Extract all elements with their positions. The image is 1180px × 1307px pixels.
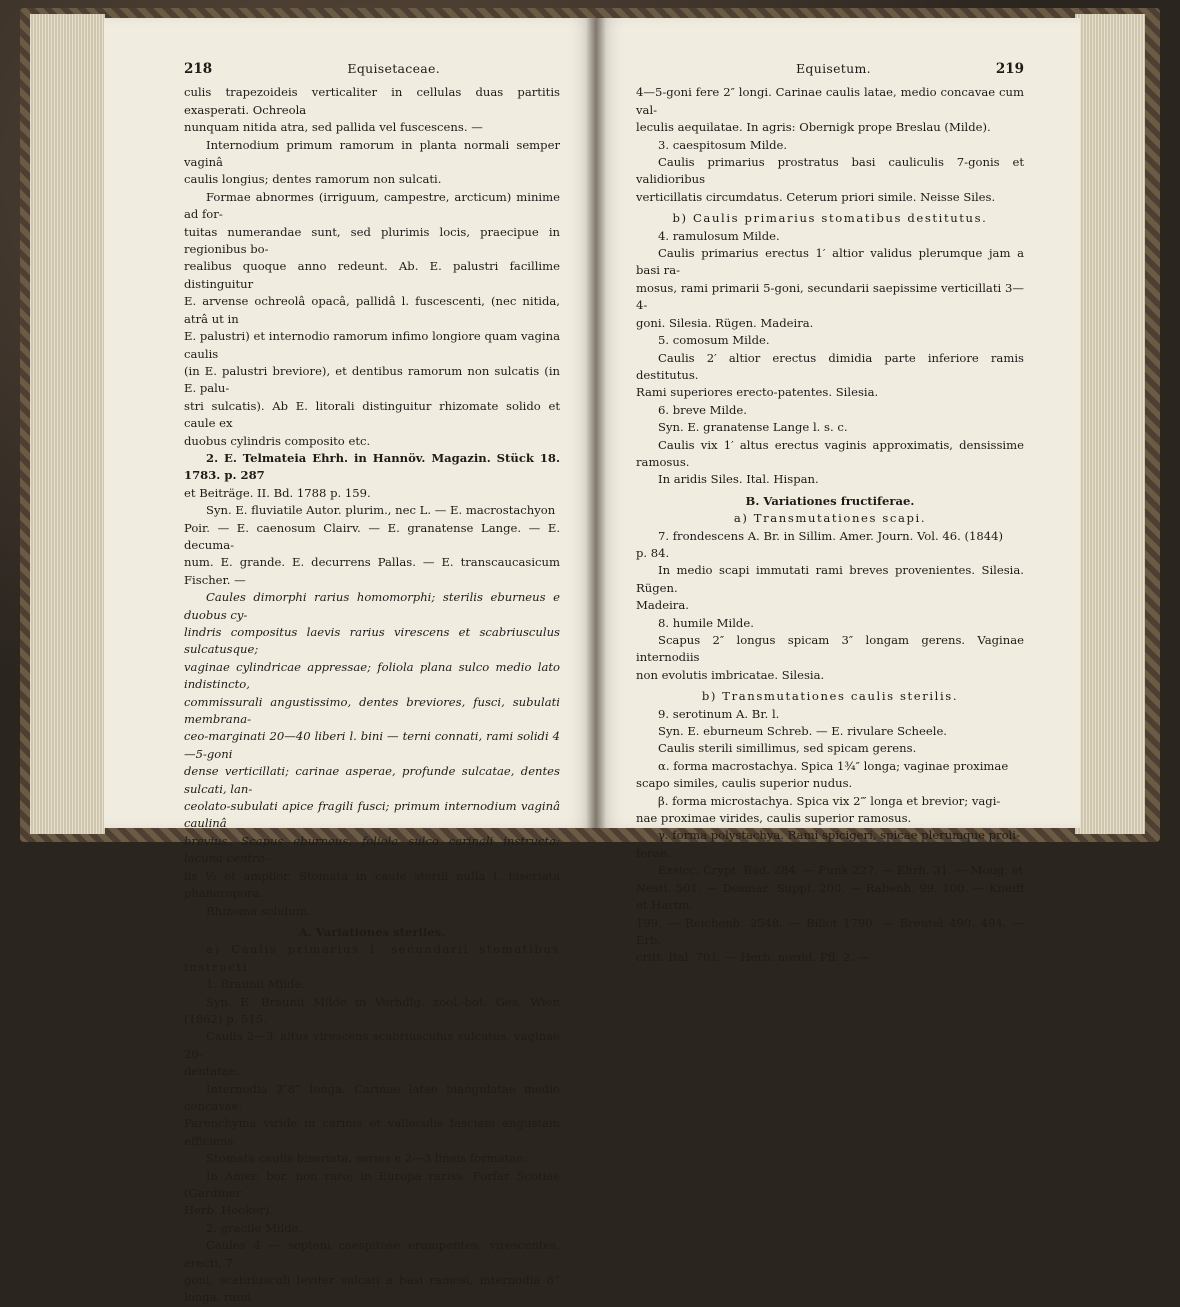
text-line: tuitas numerandae sunt, sed plurimis locis, praecipue in regionibus bo- [184,224,560,257]
subsection-heading: a) Caulis primarius l. secundarii stomatibus instructi. [184,942,560,974]
text-line: In aridis Siles. Ital. Hispan. [658,472,819,487]
text-line: mosus, rami primarii 5-goni, secundarii saepissime verticillati 3—4- [636,280,1024,313]
variety-heading: 3. caespitosum Milde. [658,137,788,152]
text-line: 4—5-goni fere 2″ longi. Carinae caulis latae, medio concavae cum val- [636,85,1024,117]
text-line: Caules dimorphi rarius homomorphi; sterilis eburneus e duobus cy- [184,590,560,622]
text-line: vaginae cylindricae appressae; foliola plana sulco medio lato indistincto, [184,659,560,692]
text-line: scapo similes, caulis superior nudus. [636,776,853,791]
text-line: realibus quoque anno redeunt. Ab. E. palustri facillime distinguitur [184,259,560,291]
synonymy-line: Syn. E. fluviatile Autor. plurim., nec L. — E. macrostachyon [206,503,556,518]
text-line: Caules 4 — septeni caespitose erumpentes, virescentes, erecti, 7- [184,1238,560,1270]
text-line: num. E. grande. E. decurrens Pallas. — E. transcaucasicum Fischer. — [184,555,560,587]
subsection-heading: b) Transmutationes caulis sterilis. [701,689,959,704]
form-line: γ. forma polystachya. Rami spicigeri, spicae plerumque proli- [658,828,1020,843]
left-page-header [184,60,560,78]
variety-heading: 8. humile Milde. [658,615,754,630]
running-head: Equisetaceae. [347,61,440,76]
text-line: leculis aequilatae. In agris: Obernigk prope Breslau (Milde). [636,120,991,135]
text-line: lindris compositus laevis rarius virescens et scabriusculus sulcatusque; [184,625,560,657]
text-line: brevius. Scapus eburneus, foliola sulco carinali instructa; lacuna centra- [184,833,560,866]
text-line: E. arvense ochreolâ opacâ, pallidâ l. fuscescenti, (nec nitida, atrâ ut in [184,294,560,326]
section-heading: B. Variationes fructiferae. [745,493,915,508]
page-edges-left [30,14,105,834]
variety-heading: 4. ramulosum Milde. [658,228,780,243]
text-line: dentatae. [184,1064,240,1079]
text-line: goni. Silesia. Rügen. Madeira. [636,315,814,330]
subsection-heading: a) Transmutationes scapi. [733,511,927,526]
text-line: p. 84. [636,545,670,560]
left-page [104,18,596,1305]
section-heading: A. Variationes steriles. [298,924,446,939]
text-line: Stomata caulis biseriata, series e 2—3 lineis formatae. [206,1151,527,1166]
text-line: Caulis 2—3′ altus virescens scabriusculus sulcatus, vaginae 20- [184,1029,560,1061]
synonymy-line: Syn. E. eburneum Schreb. — E. rivulare Scheele. [658,724,947,739]
text-line: Caulis 2′ altior erectus dimidia parte inferiore ramis destitutus. [636,350,1024,382]
text-line: (in E. palustri breviore), et dentibus ramorum non sulcatis (in E. palu- [184,363,560,396]
form-line: α. forma macrostachya. Spica 1¾″ longa; vaginae proximae [658,758,1009,773]
text-line: Nestl. 501. — Desmaz. Suppl. 200. — Rabenh. 99. 100. — Kneiff et Hartm. [636,880,1024,913]
synonymy-line: Syn. E. granatense Lange l. s. c. [658,420,848,435]
text-line: Poir. — E. caenosum Clairv. — E. granatense Lange. — E. decuma- [184,520,560,552]
variety-heading: 5. comosum Milde. [658,333,770,348]
text-line: ceo-marginati 20—40 liberi l. bini — terni connati, rami solidi 4—5-goni [184,729,560,761]
text-line: Madeira. [636,598,689,613]
text-line: ceolato-subulati apice fragili fusci; primum internodium vaginâ caulinâ [184,799,560,831]
text-line: non evolutis imbricatae. Silesia. [636,667,825,682]
variety-heading: 9. serotinum A. Br. l. [658,706,780,721]
text-line: caulis longius; dentes ramorum non sulcati. [184,172,442,187]
text-line: Internodia 2″8‴ longa. Carinae latae biangulatae medio concavae. [184,1081,560,1113]
text-line: Internodium primum ramorum in planta normali semper vaginâ [184,137,560,170]
text-line: culis trapezoideis verticaliter in cellulas duas partitis exasperati. Ochreola [184,85,560,117]
text-line: stri sulcatis). Ab E. litorali distinguitur rhizomate solido et caule ex [184,398,560,431]
text-line: Formae abnormes (irriguum, campestre, arcticum) minime ad for- [184,189,560,222]
variety-heading: 6. breve Milde. [658,402,747,417]
text-line: In Amer. bor. non raro; in Europa rariss. Forfar Scotiae (Gardiner [184,1168,560,1200]
exsiccatae-line: Exsicc. Crypt. Bad. 284. — Funk 227. — Ehrh. 31. — Moug. et [658,863,1024,878]
species-heading: 2. E. Telmateia Ehrh. in Hannöv. Magazin. Stück 18. 1783. p. 287 [184,450,560,483]
text-line: Rami superiores erecto-patentes. Silesia. [636,385,879,400]
text-line: Caulis sterili simillimus, sed spicam gerens. [658,741,917,756]
text-line: critt. Ital. 701. — Herb. nordd. Pfl. 2. — [636,950,870,965]
text-line: et Beiträge. II. Bd. 1788 p. 159. [184,485,371,500]
text-line: E. palustri) et internodio ramorum infimo longiore quam vagina caulis [184,329,560,361]
text-line: Herb. Hooker). [184,1203,274,1218]
variety-heading: 1. Braunii Milde. [206,977,306,992]
text-line: In medio scapi immutati rami breves provenientes. Silesia. Rügen. [636,563,1024,595]
text-line: 199. — Reichenb. 2548. — Billot 1790. — Breutel 490. 494. — Erb. [636,915,1024,947]
text-line: nunquam nitida atra, sed pallida vel fuscescens. — [184,120,483,135]
text-line: nae proximae virides, caulis superior ramosus. [636,811,912,826]
text-line: Caulis primarius erectus 1′ altior validus plerumque jam a basi ra- [636,246,1024,278]
synonymy-line: Syn. E. Braunii Milde in Verhdlg. zool.-bot. Ges. Wien (1862) p. 515. [184,994,560,1026]
text-line: ferae. [636,845,671,860]
form-line: β. forma microstachya. Spica vix 2‴ longa et brevior; vagi- [658,793,1001,808]
text-line: Scapus 2″ longus spicam 3″ longam gerens. Vaginae internodiis [636,633,1024,665]
book-gutter [586,18,606,828]
page-edges-right [1075,14,1145,834]
text-line: Rhizoma solidum. [206,903,311,918]
variety-heading: 7. frondescens A. Br. in Sillim. Amer. Journ. Vol. 46. (1844) [658,528,1003,543]
variety-heading: 2. gracile Milde. [206,1220,303,1235]
text-line: duobus cylindris composito etc. [184,433,371,448]
running-head: Equisetum. [796,61,871,76]
page-number: 219 [995,61,1024,77]
text-line: lis ½ et amplior. Stomata in caule sterili nulla l. biseriata phaneropora. [184,868,560,901]
subsection-heading: b) Caulis primarius stomatibus destitutus. [672,211,988,226]
right-page-header [636,60,1024,78]
right-page [596,18,1080,965]
text-line: commissurali angustissimo, dentes breviores, fusci, subulati membrana- [184,694,560,727]
page-number: 218 [184,61,213,77]
text-line: goni, scabriusculi leviter sulcati a basi ramosi, internodia 8‴ longa, rami [184,1273,560,1305]
text-line: dense verticillati; carinae asperae, profunde sulcatae, dentes sulcati, lan- [184,764,560,796]
text-line: Parenchyma viride in carinis et valleculis fasciam angustam efficiens. [184,1116,560,1148]
text-line: Caulis vix 1′ altus erectus vaginis approximatis, densissime ramosus. [636,437,1024,469]
text-line: Caulis primarius prostratus basi cauliculis 7-gonis et validioribus [636,155,1024,187]
text-line: verticillatis circumdatus. Ceterum priori simile. Neisse Siles. [636,189,996,204]
